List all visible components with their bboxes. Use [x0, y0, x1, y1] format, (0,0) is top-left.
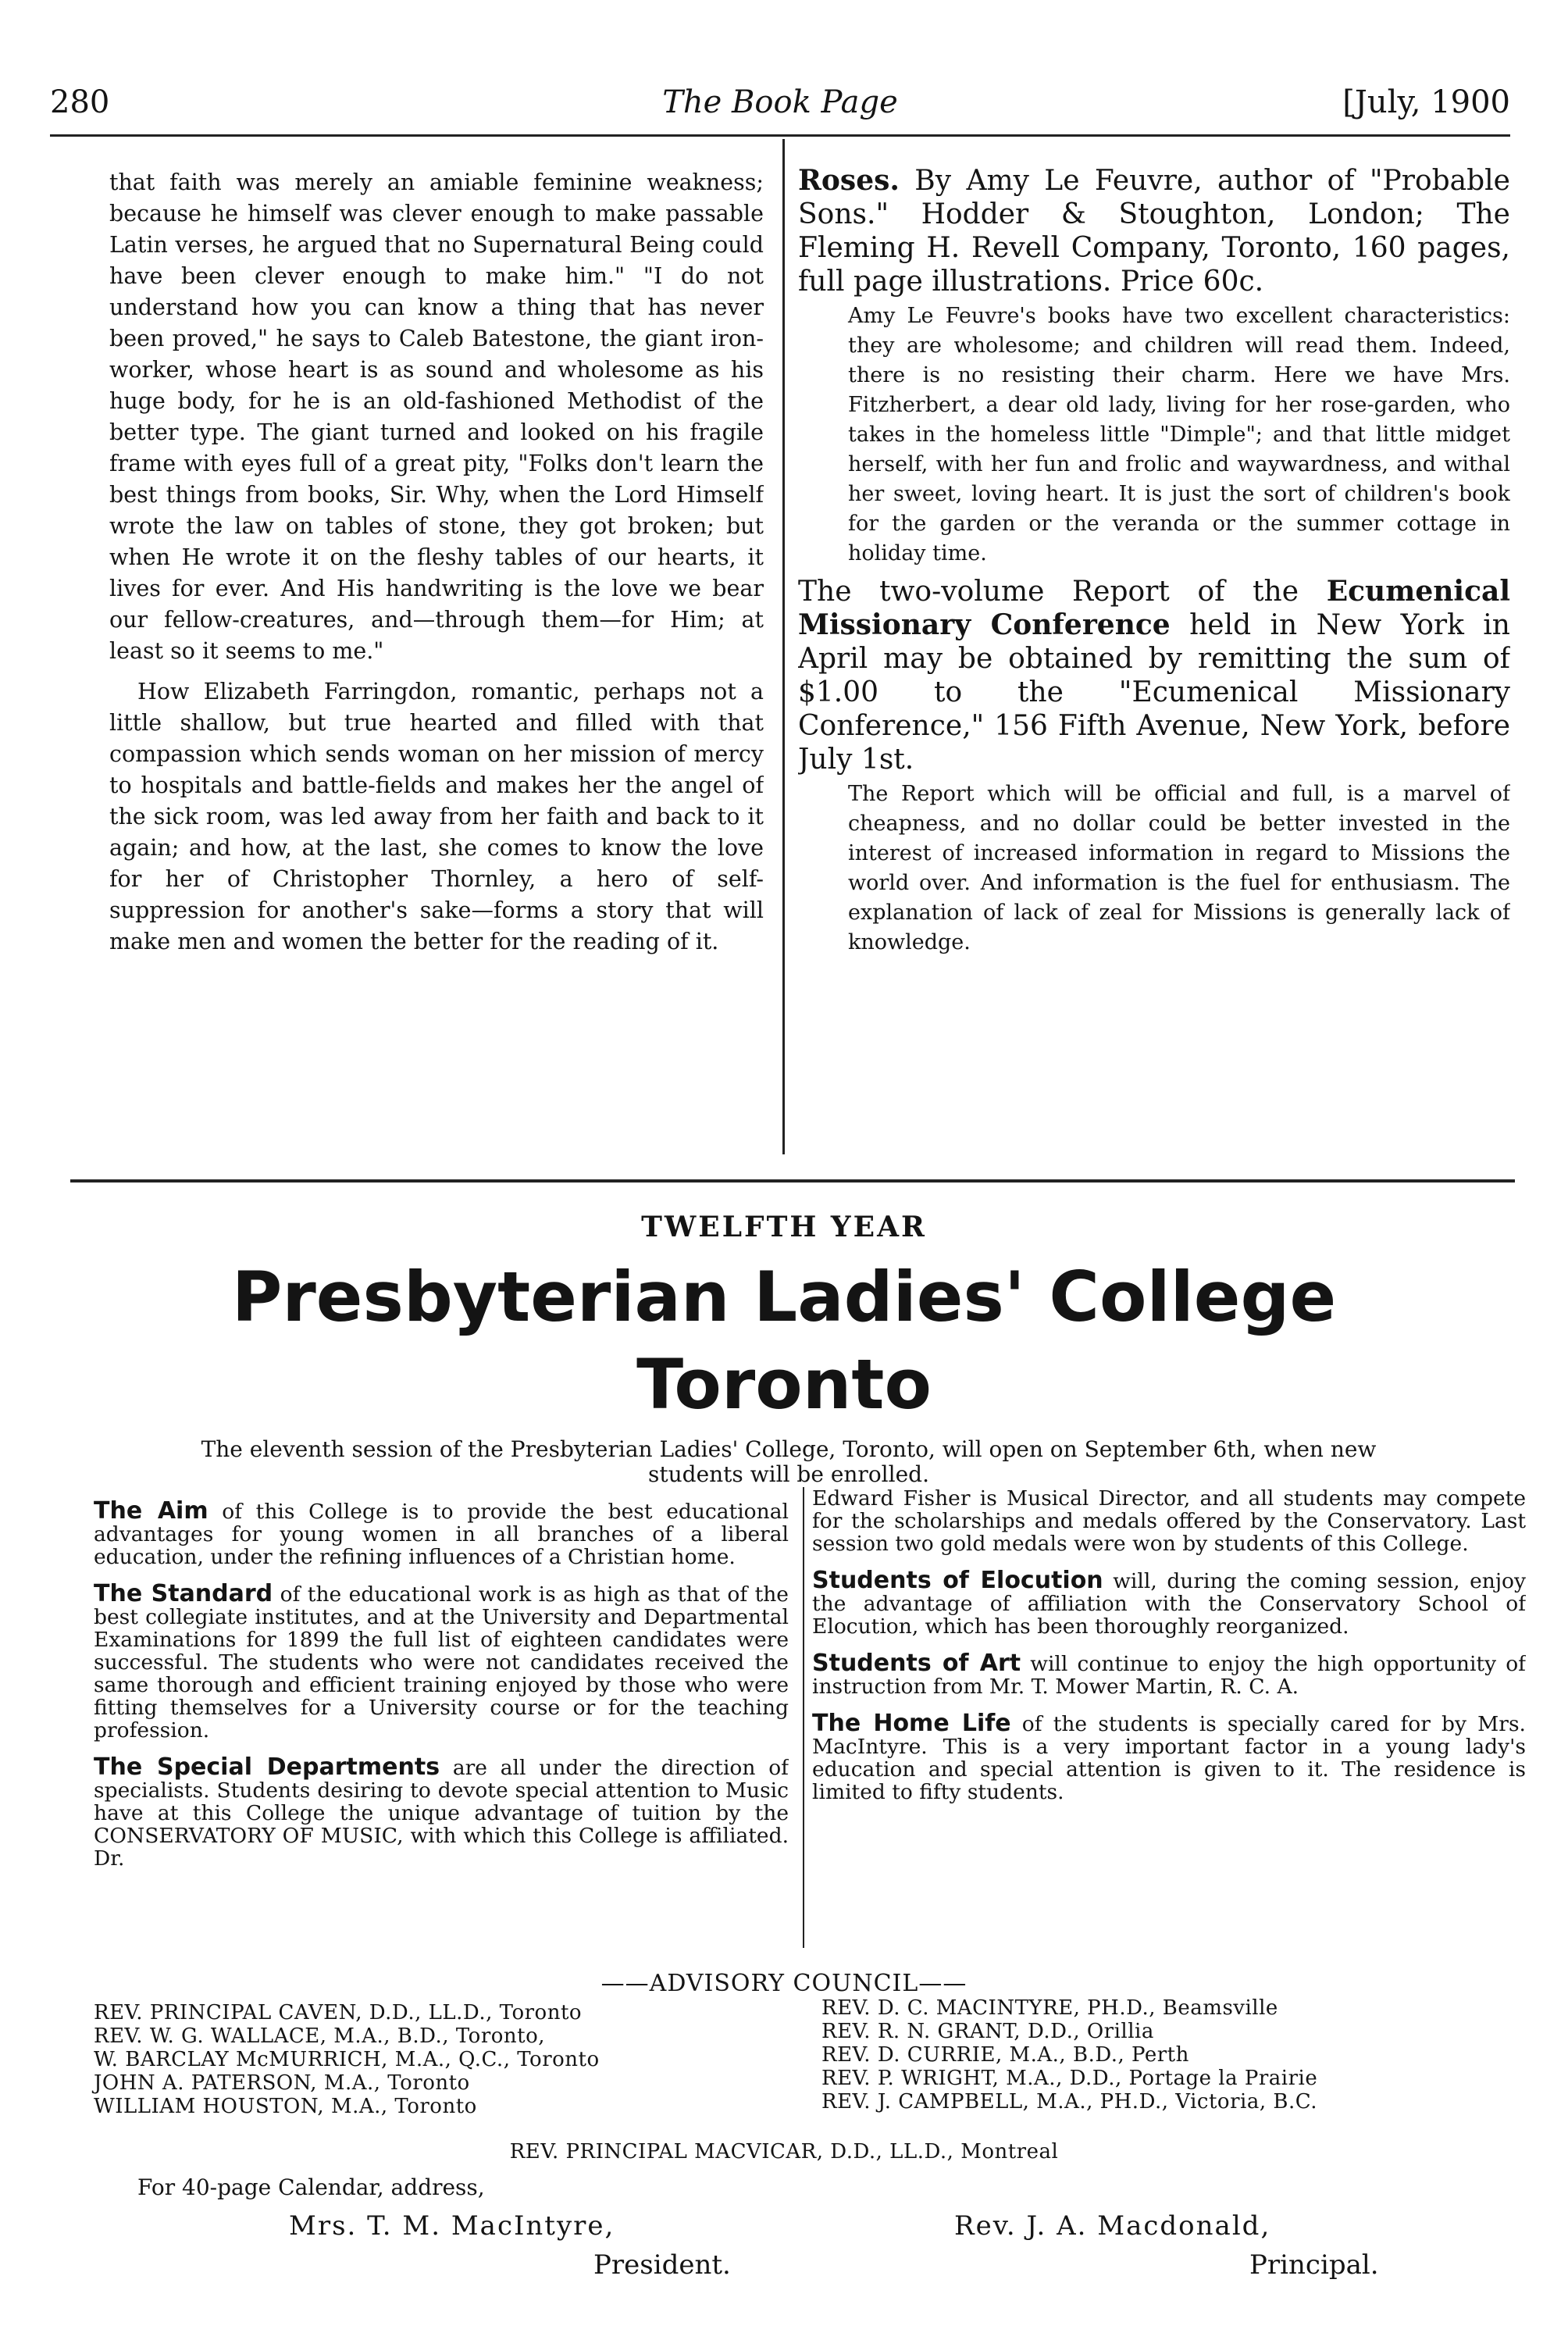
principal-title: Principal. [1249, 2249, 1379, 2281]
ad-column-divider [803, 1487, 804, 1948]
ad-art [812, 1652, 1526, 1698]
ad-aim [94, 1500, 789, 1568]
ad-special [94, 1753, 789, 1871]
left-paragraph-2: How Elizabeth Farringdon, romantic, perhaps not a little shallow, but true hearted and filled with that compassion which sends woman on her mission of mercy to hospitals and battle-fields and makes her the angel of the sick room, was led away from her faith and back to it again; and how, at the last, she comes to know the love for her of Christopher Thornley, a hero of self-suppression for another's sake—forms a story that will make men and women the better for the reading of it. [109, 679, 764, 954]
roses-citation: By Amy Le Feuvre, author of "Probable Sons." Hodder & Stoughton, London; The Fleming H. Revell Company, Toronto, 160 pages, full page illustrations. Price 60c. [798, 165, 1510, 298]
principal-name: Rev. J. A. Macdonald, [954, 2210, 1271, 2242]
president-name: Mrs. T. M. MacIntyre, [289, 2210, 615, 2242]
council-member: WILLIAM HOUSTON, M.A., Toronto [94, 2095, 477, 2118]
page-number: 280 [50, 84, 110, 120]
header-rule [50, 134, 1510, 137]
ad-title-line-2: Toronto [636, 1344, 932, 1425]
ad-home-lead: The Home Life [812, 1710, 1011, 1737]
ad-elocution-lead: Students of Elocution [812, 1567, 1103, 1594]
president-title: President. [593, 2249, 731, 2281]
ad-home-text: of the students is specially cared for by Mrs. MacIntyre. This is a very important factor in a young lady's education and special attention is given to it. The residence is limited to fifty students. [812, 1712, 1526, 1804]
council-member: REV. D. CURRIE, M.A., B.D., Perth [821, 2043, 1189, 2067]
advisory-council-heading: ——ADVISORY COUNCIL—— [600, 1970, 968, 1997]
ad-aim-text: of this College is to provide the best educational advantages for young women in all branches of a liberal education, under the refining influences of a Christian home. [94, 1500, 789, 1569]
issue-date: [July, 1900 [1342, 84, 1510, 120]
ad-art-lead: Students of Art [812, 1650, 1021, 1677]
roses-review-heading [798, 164, 1510, 298]
ad-elocution [812, 1569, 1526, 1638]
council-member: REV. J. CAMPBELL, M.A., PH.D., Victoria, B.C. [821, 2090, 1317, 2113]
council-member: REV. W. G. WALLACE, M.A., B.D., Toronto, [94, 2024, 546, 2048]
council-member: REV. D. C. MACINTYRE, PH.D., Beamsville [821, 1996, 1278, 2020]
ad-right-column [812, 1487, 1526, 1940]
publication-title: The Book Page [662, 84, 898, 120]
section-rule [70, 1179, 1515, 1182]
calendar-address-line: For 40-page Calendar, address, [137, 2174, 485, 2200]
council-member: REV. PRINCIPAL CAVEN, D.D., LL.D., Toronto [94, 2001, 583, 2024]
council-member: W. BARCLAY McMURRICH, M.A., Q.C., Toronto [94, 2048, 600, 2071]
ad-kicker: TWELFTH YEAR [641, 1211, 927, 1243]
ad-elocution-text: will, during the coming session, enjoy the advantage of affiliation with the Conservatory School of Elocution, which has been thoroughly reorganized. [812, 1569, 1526, 1639]
report-pre: The two-volume Report of the [798, 576, 1299, 608]
council-member: JOHN A. PATERSON, M.A., Toronto [94, 2071, 470, 2095]
ad-special-text: are all under the direction of specialists. Students desiring to devote special attention to Music have at this College the unique advantage of tuition by the CONSERVATORY OF MUSIC, with which this College is affiliated. Dr. [94, 1756, 789, 1871]
ad-standard [94, 1582, 789, 1742]
ad-standard-lead: The Standard [94, 1580, 273, 1607]
column-divider [782, 139, 785, 1154]
ad-fisher: Edward Fisher is Musical Director, and all students may compete for the scholarships and medals offered by the Conservatory. Last session two gold medals were won by students of this College. [812, 1487, 1526, 1556]
right-column [798, 164, 1510, 1156]
roses-review-body: Amy Le Feuvre's books have two excellent characteristics: they are wholesome; and children will read them. Indeed, there is no resisting their charm. Here we have Mrs. Fitzherbert, a dear old lady, living for her rose-garden, who takes in the homeless little "Dimple"; and that little midget herself, with her fun and frolic and waywardness, and withal her sweet, loving heart. It is just the sort of children's book for the garden or the veranda or the summer cottage in holiday time. [848, 304, 1510, 565]
left-paragraph-1: that faith was merely an amiable feminine weakness; because he himself was clever enough to make passable Latin verses, he argued that no Supernatural Being could have been clever enough to make him." "I do not understand how you can know a thing that has never been proved," he says to Caleb Batestone, the giant iron-worker, whose heart is as sound and wholesome as his huge body, for he is an old-fashioned Methodist of the better type. The giant turned and looked on his fragile frame with eyes full of a great pity, "Folks don't learn the best things from books, Sir. Why, when the Lord Himself wrote the law on tables of stone, they got broken; but when He wrote it on the fleshy tables of our hearts, it lives for ever. And His handwriting is the love we bear our fellow-creatures, and—through them—for Him; at least so it seems to me." [109, 169, 764, 664]
ad-special-lead: The Special Departments [94, 1753, 440, 1781]
ad-art-text: will continue to enjoy the high opportunity of instruction from Mr. T. Mower Martin, R. C. A. [812, 1652, 1526, 1699]
council-member-centered: REV. PRINCIPAL MACVICAR, D.D., LL.D., Montreal [509, 2140, 1059, 2163]
council-right-list [821, 1996, 1540, 2113]
left-column [109, 167, 764, 1167]
council-left-list [94, 2001, 796, 2118]
report-notice-heading [798, 575, 1510, 776]
roses-title: Roses. [798, 164, 900, 197]
ad-intro: The eleventh session of the Presbyterian Ladies' College, Toronto, will open on September 6th, when new students will be enrolled. [201, 1436, 1377, 1487]
running-header [50, 84, 1510, 131]
ad-standard-text: of the educational work is as high as that of the best collegiate institutes, and at the University and Departmental Examinations for 1899 the full list of eighteen candidates were successful. The students who were not candidates received the same thorough and efficient training enjoyed by those who were fitting themselves for a University course or for the teaching profession. [94, 1582, 789, 1743]
ad-left-column [94, 1500, 789, 1929]
ad-title [0, 1254, 1568, 1429]
report-conference-name: Ecumenical Missionary Conference [798, 575, 1510, 641]
ad-aim-lead: The Aim [94, 1500, 208, 1525]
report-post: held in New York in April may be obtained by remitting the sum of $1.00 to the "Ecumenical Missionary Conference," 156 Fifth Avenue, New York, before July 1st. [798, 609, 1510, 776]
council-member: REV. P. WRIGHT, M.A., D.D., Portage la Prairie [821, 2067, 1318, 2090]
council-member: REV. R. N. GRANT, D.D., Orillia [821, 2020, 1154, 2043]
ad-home-life [812, 1712, 1526, 1803]
ad-title-line-1: Presbyterian Ladies' College [231, 1257, 1337, 1337]
report-notice-body: The Report which will be official and full, is a marvel of cheapness, and no dollar could be better invested in the interest of increased information in regard to Missions the world over. And information is the fuel for enthusiasm. The explanation of lack of zeal for Missions is generally lack of knowledge. [848, 782, 1510, 954]
